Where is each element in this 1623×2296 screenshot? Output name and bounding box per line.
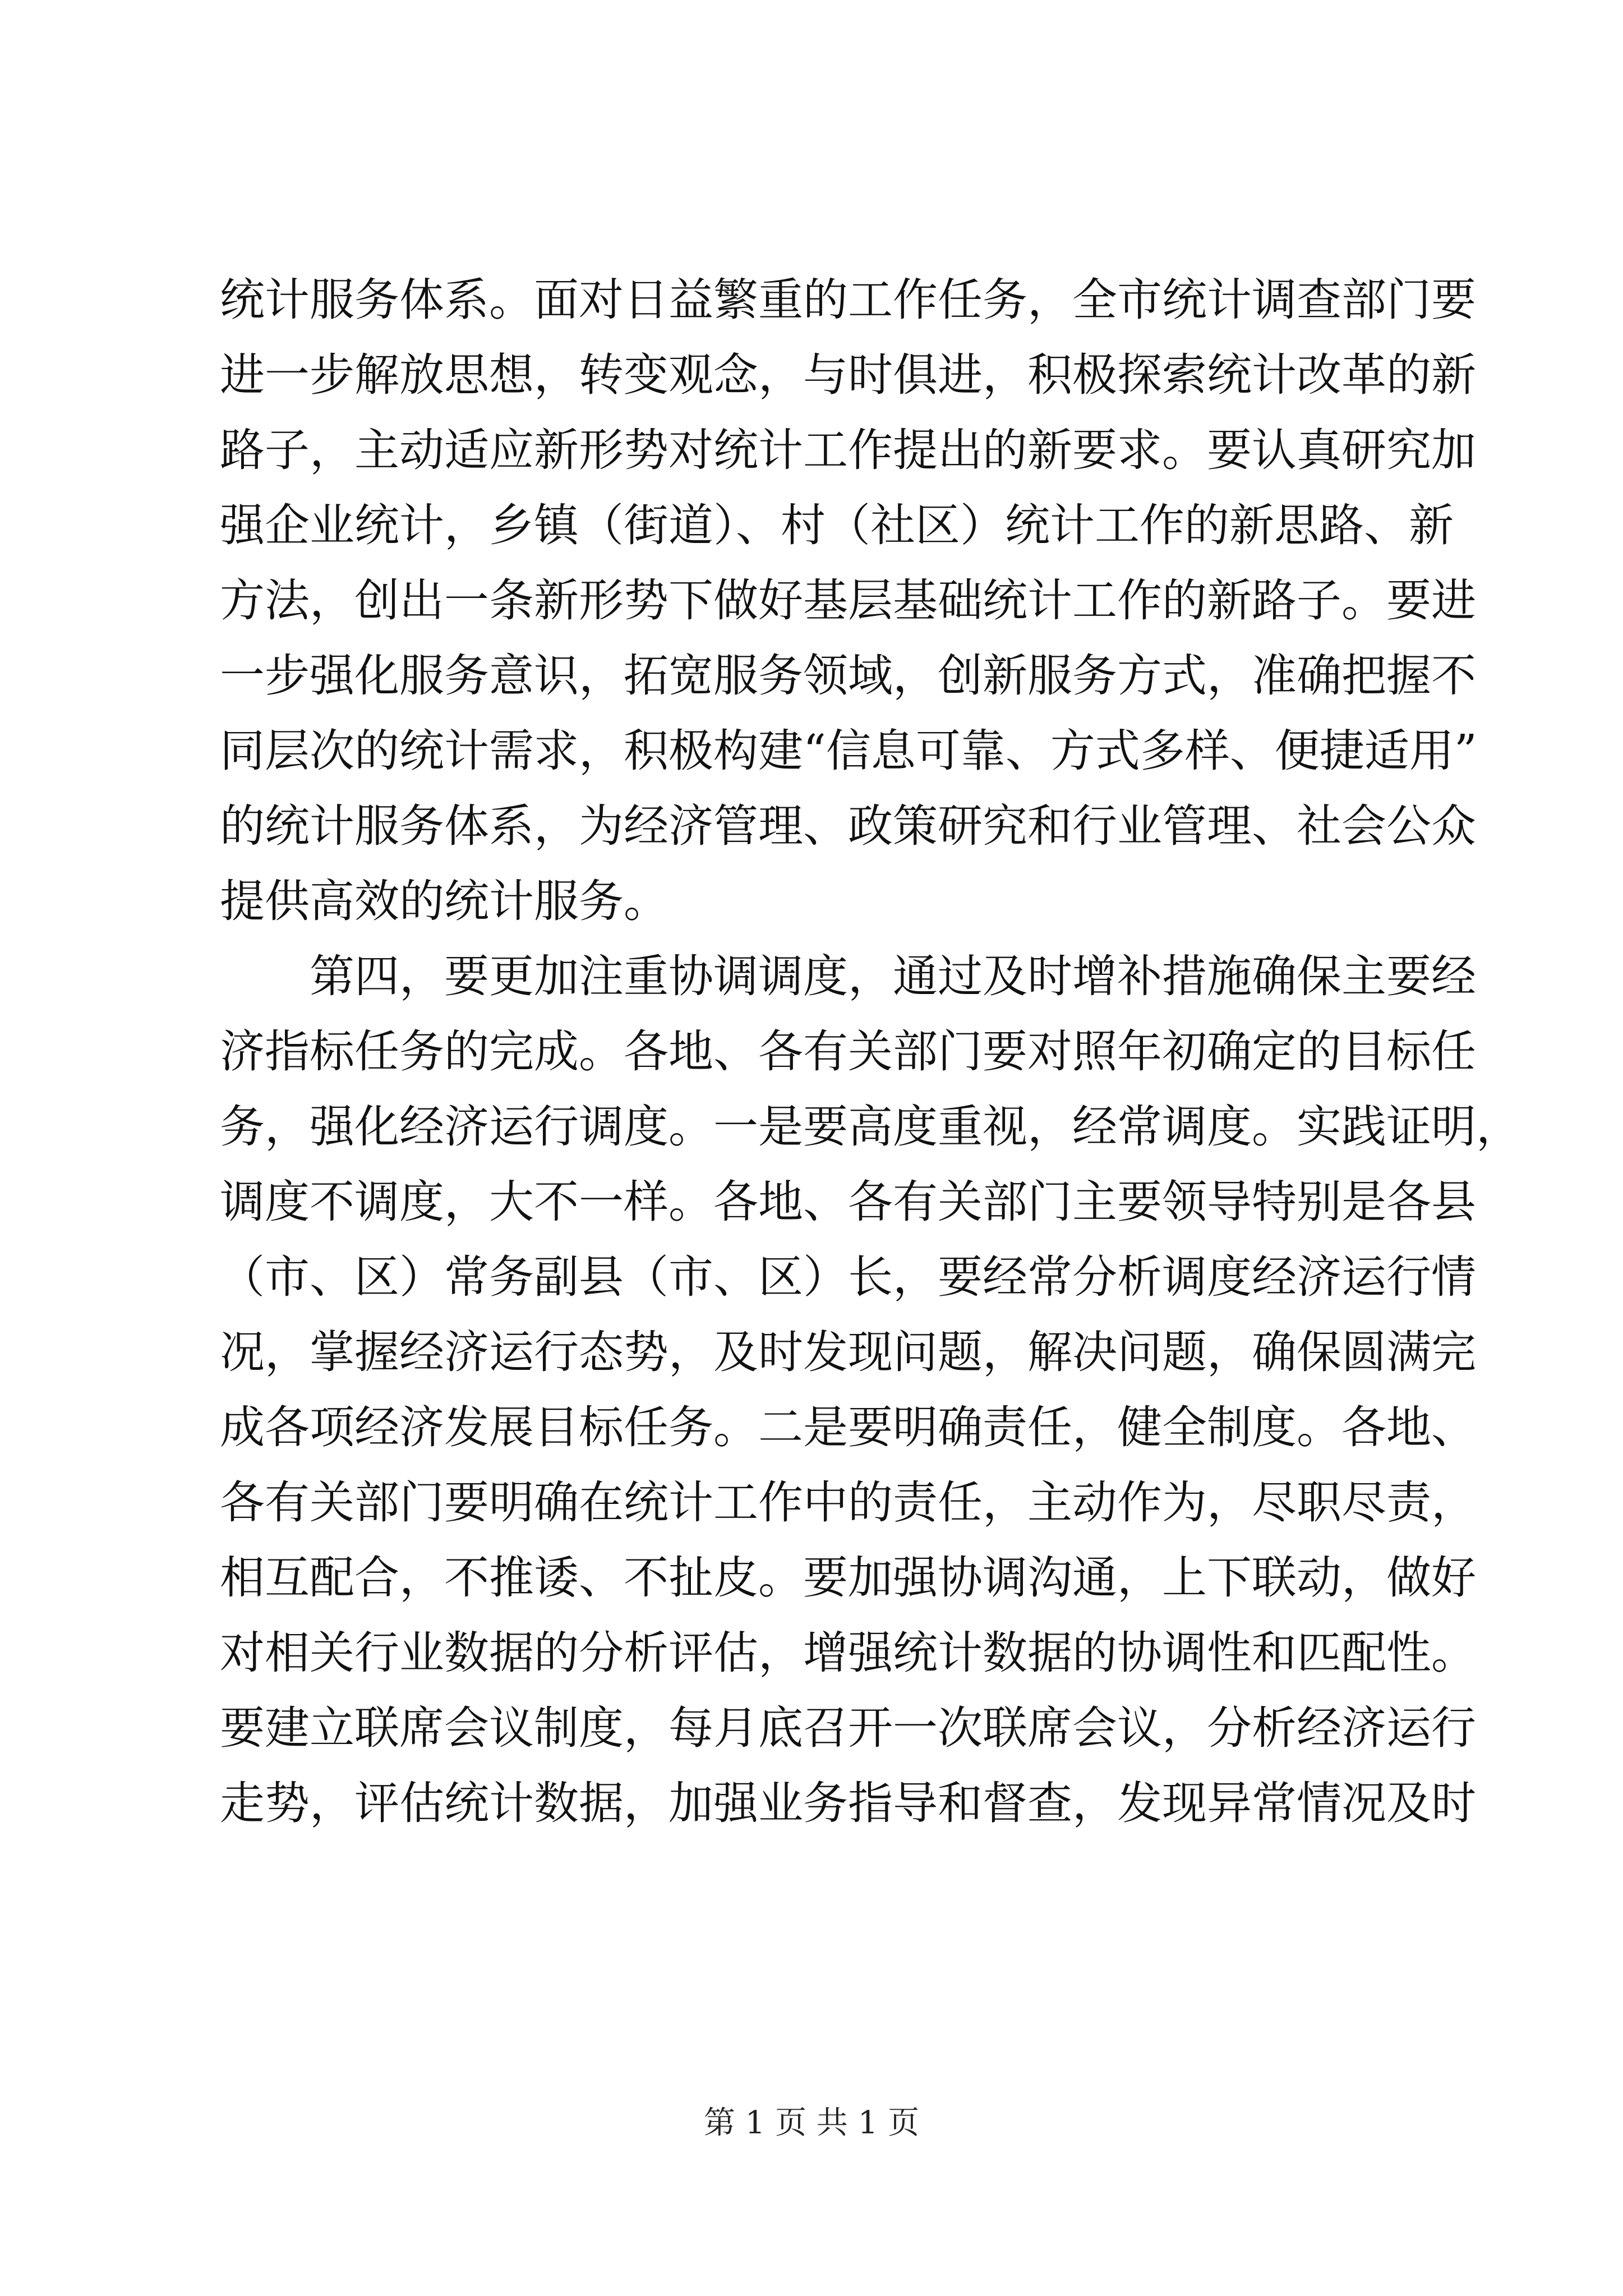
text-line: 济指标任务的完成。各地、各有关部门要对照年初确定的目标任: [220, 1025, 1476, 1078]
text-line: 强企业统计，乡镇（街道）、村（社区）统计工作的新思路、新: [220, 499, 1454, 551]
text-line: 进一步解放思想，转变观念，与时俱进，积极探索统计改革的新: [220, 349, 1476, 401]
body-text: [220, 263, 1521, 1841]
paragraph-last-line: 提供高效的统计服务。: [220, 875, 668, 927]
paragraph-first-line: 第四，要更加注重协调调度，通过及时增补措施确保主要经: [310, 950, 1476, 1002]
text-line: 一步强化服务意识，拓宽服务领域，创新服务方式，准确把握不: [220, 650, 1476, 702]
text-line: 方法，创出一条新形势下做好基层基础统计工作的新路子。要进: [220, 574, 1476, 627]
text-line: 同层次的统计需求，积极构建“信息可靠、方式多样、便捷适用”: [220, 725, 1477, 777]
text-line: 相互配合，不推诿、不扯皮。要加强协调沟通，上下联动，做好: [220, 1552, 1476, 1604]
text-line: 调度不调度，大不一样。各地、各有关部门主要领导特别是各县: [220, 1176, 1476, 1228]
text-line: 对相关行业数据的分析评估，增强统计数据的协调性和匹配性。: [220, 1627, 1476, 1679]
text-line: 路子，主动适应新形势对统计工作提出的新要求。要认真研究加: [220, 424, 1476, 476]
text-line: 的统计服务体系，为经济管理、政策研究和行业管理、社会公众: [220, 800, 1476, 852]
text-line: 成各项经济发展目标任务。二是要明确责任，健全制度。各地、: [220, 1401, 1476, 1453]
text-line: 况，掌握经济运行态势，及时发现问题，解决问题，确保圆满完: [220, 1326, 1476, 1378]
page-number-footer: 第 1 页 共 1 页: [703, 2105, 920, 2141]
text-line: 务，强化经济运行调度。一是要高度重视，经常调度。实践证明，: [220, 1101, 1521, 1153]
text-line: 各有关部门要明确在统计工作中的责任，主动作为，尽职尽责，: [220, 1476, 1476, 1529]
text-line: 走势，评估统计数据，加强业务指导和督查，发现异常情况及时: [220, 1777, 1476, 1829]
text-line: 要建立联席会议制度，每月底召开一次联席会议，分析经济运行: [220, 1702, 1476, 1754]
text-line: （市、区）常务副县（市、区）长，要经常分析调度经济运行情: [220, 1251, 1476, 1303]
text-line: 统计服务体系。面对日益繁重的工作任务，全市统计调查部门要: [220, 274, 1476, 326]
